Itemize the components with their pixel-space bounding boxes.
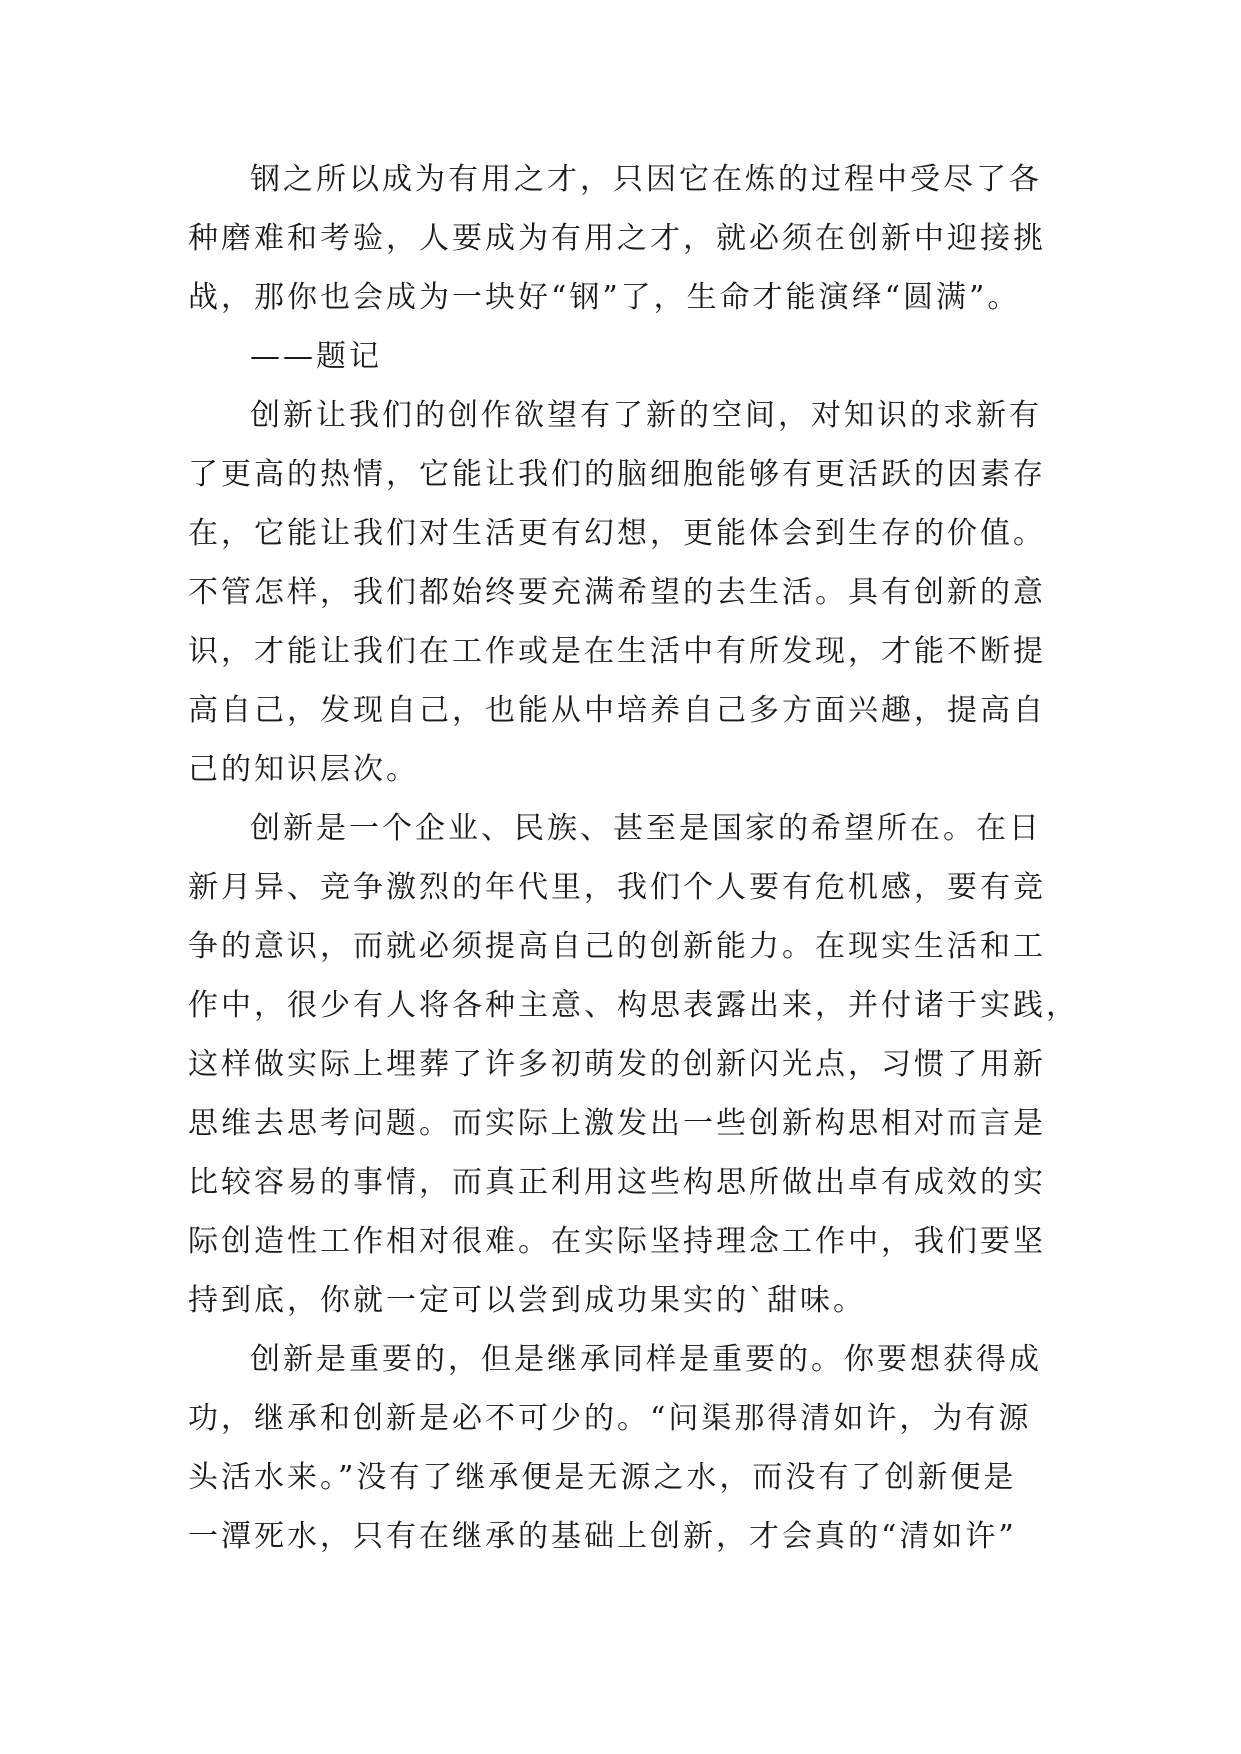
text-line: 创新是一个企业、民族、甚至是国家的希望所在。在日 [250,811,1042,846]
text-line: 比较容易的事情，而真正利用这些构思所做出卓有成效的实 [188,1165,1046,1200]
text-line: 新月异、竞争激烈的年代里，我们个人要有危机感，要有竞 [188,870,1046,905]
text-line: 高自己，发现自己，也能从中培养自己多方面兴趣，提高自 [188,693,1046,728]
text-line: 钢之所以成为有用之才，只因它在炼的过程中受尽了各 [250,162,1042,197]
text-line: 了更高的热情，它能让我们的脑细胞能够有更活跃的因素存 [188,457,1046,492]
text-line: 作中，很少有人将各种主意、构思表露出来，并付诸于实践， [188,988,1079,1023]
text-line: 己的知识层次。 [188,752,419,787]
text-line: 思维去思考问题。而实际上激发出一些创新构思相对而言是 [188,1106,1046,1141]
text-line: ——题记 [250,339,382,374]
text-line: 种磨难和考验，人要成为有用之才，就必须在创新中迎接挑 [188,221,1046,256]
text-line: 争的意识，而就必须提高自己的创新能力。在现实生活和工 [188,929,1046,964]
text-line: 一潭死水，只有在继承的基础上创新，才会真的“清如许” [188,1519,1017,1554]
text-line: 创新让我们的创作欲望有了新的空间，对知识的求新有 [250,398,1042,433]
text-line: 际创造性工作相对很难。在实际坚持理念工作中，我们要坚 [188,1224,1046,1259]
text-line: 头活水来。”没有了继承便是无源之水，而没有了创新便是 [188,1460,1017,1495]
text-line: 创新是重要的，但是继承同样是重要的。你要想获得成 [250,1342,1042,1377]
text-line: 不管怎样，我们都始终要充满希望的去生活。具有创新的意 [188,575,1046,610]
text-line: 在，它能让我们对生活更有幻想，更能体会到生存的价值。 [188,516,1046,551]
text-line: 战，那你也会成为一块好“钢”了，生命才能演绎“圆满”。 [188,280,1021,315]
text-line: 这样做实际上埋葬了许多初萌发的创新闪光点，习惯了用新 [188,1047,1046,1082]
document-body [188,150,1079,1566]
text-line: 识，才能让我们在工作或是在生活中有所发现，才能不断提 [188,634,1046,669]
text-line: 持到底，你就一定可以尝到成功果实的`甜味。 [188,1283,866,1318]
text-line: 功，继承和创新是必不可少的。“问渠那得清如许，为有源 [188,1401,1032,1436]
